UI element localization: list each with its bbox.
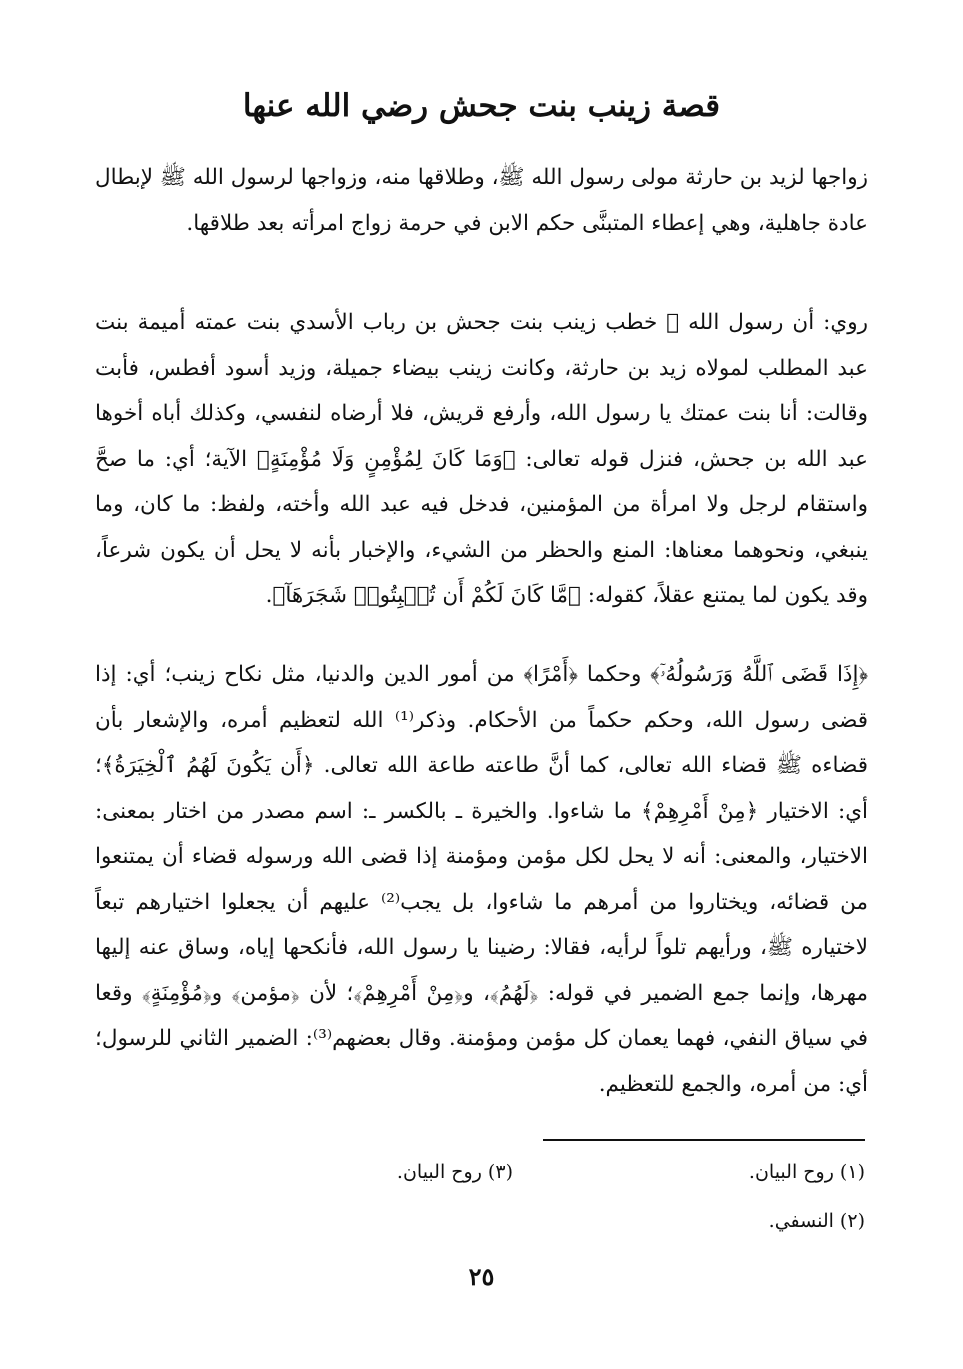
footnote-3: (٣) روح البيان.: [396, 1161, 513, 1183]
footnote-divider: [543, 1139, 865, 1141]
paragraph-narration: روي: أن رسول الله ﷺ خطب زينب بنت جحش بن رباب الأسدي بنت عمته أميمة بنت عبد المطلب لمولاه زيد بن حارثة، وكانت زينب بيضاء جميلة، وزيد أسود أفطس، فأبت وقالت: أنا بنت عمتك يا رسول الله، وأرفع قريش، فلا أرضاه لنفسي، وكذلك أباه أخوها عبد الله بن جحش، فنزل قوله تعالى: ﴿وَمَا كَانَ لِمُؤْمِنٍ وَلَا مُؤْمِنَةٍ﴾ الآية؛ أي: ما صحَّ واستقام لرجل ولا امرأة من المؤمنين، فدخل فيه عبد الله وأخته، ولفظ: ما كان، وما ينبغي، ونحوهما معناها: المنع والحظر من الشيء، والإخبار بأنه لا يحل أن يكون شرعاً، وقد يكون لما يمتنع عقلاً، كقوله: ﴿مَّا كَانَ لَكُمْ أَن تُنۢبِتُوا۟ شَجَرَهَآ﴾.: [95, 310, 868, 608]
paragraph-intro: زواجها لزيد بن حارثة مولى رسول الله ﷺ، وطلاقها منه، وزواجها لرسول الله ﷺ لإبطال عادة جاهلية، وهي إعطاء المتبنَّى حكم الابن في حرمة زواج امرأته بعد طلاقها.: [95, 165, 868, 236]
footnote-1: (١) روح البيان.: [748, 1161, 865, 1183]
page-number: ٢٥: [468, 1262, 495, 1291]
footnote-2: (٢) النسفي.: [768, 1210, 865, 1232]
page-title: قصة زينب بنت جحش رضي الله عنها: [242, 88, 721, 124]
paragraph-tafsir: ﴿إِذَا قَضَى ٱللَّهُ وَرَسُولُهُۥٓ﴾ وحكما ﴿أَمْرًا﴾ من أمور الدين والدنيا، مثل نكاح زينب؛ أي: إذا قضى رسول الله، وحكم حكماً من الأحكام. وذكر⁽¹⁾ الله لتعظيم أمره، والإشعار بأن قضاءه ﷺ قضاء الله تعالى، كما أنَّ طاعته طاعة الله تعالى. ﴿أَن يَكُونَ لَهُمُ ٱلْخِيَرَةُ﴾؛ أي: الاختيار ﴿مِنْ أَمْرِهِمْ﴾ ما شاءوا. والخيرة ـ بالكسر ـ: اسم مصدر من اختار بمعنى: الاختيار، والمعنى: أنه لا يحل لكل مؤمن ومؤمنة إذا قضى الله ورسوله قضاء أن يمتنعوا من قضائه، ويختاروا من أمرهم ما شاءوا، بل يجب⁽²⁾ عليهم أن يجعلوا اختيارهم تبعاً لاختياره ﷺ، ورأيهم تلواً لرأيه، فقالا: رضينا يا رسول الله، فأنكحها إياه، وساق عنه إليها مهرها، وإنما جمع الضمير في قوله: ﴿لَهُمُ﴾، و﴿مِنْ أَمْرِهِمْ﴾؛ لأن ﴿مؤمن﴾ و﴿مُؤْمِنَةٍ﴾ وقعا في سياق النفي، فهما يعمان كل مؤمن ومؤمنة. وقال بعضهم⁽³⁾: الضمير الثاني للرسول؛ أي: من أمره، والجمع للتعظيم.: [95, 662, 868, 1097]
